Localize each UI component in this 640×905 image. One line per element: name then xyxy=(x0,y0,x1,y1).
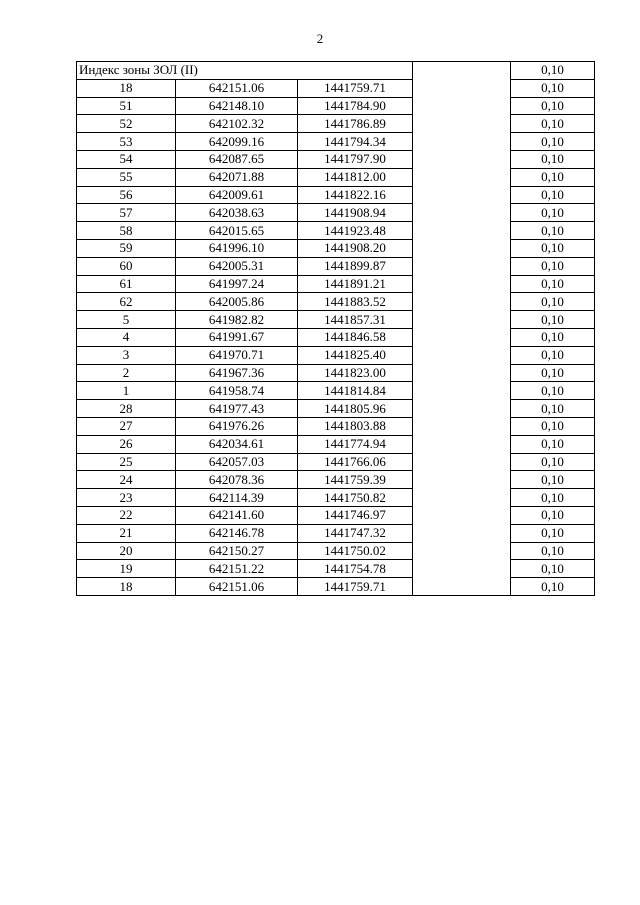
x-coordinate-cell: 642009.61 xyxy=(176,186,298,204)
point-number-cell: 26 xyxy=(77,435,176,453)
table-row xyxy=(77,417,595,435)
y-coordinate-cell: 1441891.21 xyxy=(298,275,413,293)
y-coordinate-cell: 1441759.71 xyxy=(298,578,413,596)
x-coordinate-cell: 641977.43 xyxy=(176,400,298,418)
point-number-cell: 57 xyxy=(77,204,176,222)
value-cell: 0,10 xyxy=(511,542,595,560)
x-coordinate-cell: 642034.61 xyxy=(176,435,298,453)
y-coordinate-cell: 1441754.78 xyxy=(298,560,413,578)
x-coordinate-cell: 642087.65 xyxy=(176,150,298,168)
y-coordinate-cell: 1441766.06 xyxy=(298,453,413,471)
point-number-cell: 20 xyxy=(77,542,176,560)
x-coordinate-cell: 642057.03 xyxy=(176,453,298,471)
coordinates-table-body xyxy=(77,62,595,596)
value-cell: 0,10 xyxy=(511,471,595,489)
y-coordinate-cell: 1441750.82 xyxy=(298,489,413,507)
value-cell: 0,10 xyxy=(511,115,595,133)
merged-empty-cell xyxy=(413,62,511,596)
zone-title: Индекс зоны ЗОЛ (II) xyxy=(77,62,413,80)
value-cell: 0,10 xyxy=(511,79,595,97)
y-coordinate-cell: 1441784.90 xyxy=(298,97,413,115)
table-row xyxy=(77,115,595,133)
x-coordinate-cell: 642078.36 xyxy=(176,471,298,489)
y-coordinate-cell: 1441759.39 xyxy=(298,471,413,489)
y-coordinate-cell: 1441846.58 xyxy=(298,328,413,346)
point-number-cell: 4 xyxy=(77,328,176,346)
x-coordinate-cell: 642005.31 xyxy=(176,257,298,275)
value-cell: 0,10 xyxy=(511,168,595,186)
value-cell: 0,10 xyxy=(511,222,595,240)
x-coordinate-cell: 642099.16 xyxy=(176,133,298,151)
point-number-cell: 27 xyxy=(77,417,176,435)
point-number-cell: 59 xyxy=(77,239,176,257)
y-coordinate-cell: 1441759.71 xyxy=(298,79,413,97)
table-row xyxy=(77,222,595,240)
x-coordinate-cell: 642114.39 xyxy=(176,489,298,507)
table-row xyxy=(77,133,595,151)
table-row xyxy=(77,239,595,257)
y-coordinate-cell: 1441750.02 xyxy=(298,542,413,560)
x-coordinate-cell: 641991.67 xyxy=(176,328,298,346)
x-coordinate-cell: 641967.36 xyxy=(176,364,298,382)
x-coordinate-cell: 641982.82 xyxy=(176,311,298,329)
y-coordinate-cell: 1441857.31 xyxy=(298,311,413,329)
value-cell: 0,10 xyxy=(511,524,595,542)
point-number-cell: 58 xyxy=(77,222,176,240)
value-cell: 0,10 xyxy=(511,133,595,151)
y-coordinate-cell: 1441908.20 xyxy=(298,239,413,257)
x-coordinate-cell: 642071.88 xyxy=(176,168,298,186)
x-coordinate-cell: 641970.71 xyxy=(176,346,298,364)
x-coordinate-cell: 642015.65 xyxy=(176,222,298,240)
value-cell: 0,10 xyxy=(511,506,595,524)
x-coordinate-cell: 642005.86 xyxy=(176,293,298,311)
point-number-cell: 3 xyxy=(77,346,176,364)
point-number-cell: 19 xyxy=(77,560,176,578)
point-number-cell: 28 xyxy=(77,400,176,418)
y-coordinate-cell: 1441823.00 xyxy=(298,364,413,382)
table-row xyxy=(77,382,595,400)
x-coordinate-cell: 641997.24 xyxy=(176,275,298,293)
value-cell: 0,10 xyxy=(511,578,595,596)
y-coordinate-cell: 1441797.90 xyxy=(298,150,413,168)
value-cell: 0,10 xyxy=(511,293,595,311)
value-cell: 0,10 xyxy=(511,204,595,222)
x-coordinate-cell: 642151.06 xyxy=(176,79,298,97)
table-row xyxy=(77,506,595,524)
value-cell: 0,10 xyxy=(511,275,595,293)
value-cell: 0,10 xyxy=(511,328,595,346)
value-cell: 0,10 xyxy=(511,453,595,471)
point-number-cell: 52 xyxy=(77,115,176,133)
value-cell: 0,10 xyxy=(511,239,595,257)
point-number-cell: 62 xyxy=(77,293,176,311)
point-number-cell: 24 xyxy=(77,471,176,489)
table-row xyxy=(77,168,595,186)
y-coordinate-cell: 1441747.32 xyxy=(298,524,413,542)
point-number-cell: 51 xyxy=(77,97,176,115)
y-coordinate-cell: 1441746.97 xyxy=(298,506,413,524)
point-number-cell: 56 xyxy=(77,186,176,204)
point-number-cell: 54 xyxy=(77,150,176,168)
table-row xyxy=(77,435,595,453)
table-row xyxy=(77,186,595,204)
table-row xyxy=(77,97,595,115)
y-coordinate-cell: 1441899.87 xyxy=(298,257,413,275)
table-row xyxy=(77,400,595,418)
point-number-cell: 55 xyxy=(77,168,176,186)
value-cell: 0,10 xyxy=(511,382,595,400)
value-cell: 0,10 xyxy=(511,150,595,168)
value-cell: 0,10 xyxy=(511,489,595,507)
x-coordinate-cell: 641996.10 xyxy=(176,239,298,257)
y-coordinate-cell: 1441803.88 xyxy=(298,417,413,435)
table-row xyxy=(77,560,595,578)
y-coordinate-cell: 1441923.48 xyxy=(298,222,413,240)
table-row xyxy=(77,257,595,275)
y-coordinate-cell: 1441786.89 xyxy=(298,115,413,133)
table-row xyxy=(77,471,595,489)
table-row xyxy=(77,542,595,560)
point-number-cell: 21 xyxy=(77,524,176,542)
value-cell: 0,10 xyxy=(511,560,595,578)
value-cell: 0,10 xyxy=(511,257,595,275)
table-row xyxy=(77,578,595,596)
table-row xyxy=(77,204,595,222)
y-coordinate-cell: 1441908.94 xyxy=(298,204,413,222)
zone-header-row xyxy=(77,62,595,80)
x-coordinate-cell: 642038.63 xyxy=(176,204,298,222)
point-number-cell: 60 xyxy=(77,257,176,275)
point-number-cell: 53 xyxy=(77,133,176,151)
table-row xyxy=(77,275,595,293)
y-coordinate-cell: 1441805.96 xyxy=(298,400,413,418)
y-coordinate-cell: 1441825.40 xyxy=(298,346,413,364)
x-coordinate-cell: 641976.26 xyxy=(176,417,298,435)
x-coordinate-cell: 642150.27 xyxy=(176,542,298,560)
point-number-cell: 18 xyxy=(77,79,176,97)
value-cell: 0,10 xyxy=(511,186,595,204)
x-coordinate-cell: 642148.10 xyxy=(176,97,298,115)
y-coordinate-cell: 1441794.34 xyxy=(298,133,413,151)
point-number-cell: 25 xyxy=(77,453,176,471)
point-number-cell: 1 xyxy=(77,382,176,400)
value-cell: 0,10 xyxy=(511,97,595,115)
value-cell: 0,10 xyxy=(511,417,595,435)
table-row xyxy=(77,453,595,471)
value-cell: 0,10 xyxy=(511,400,595,418)
value-cell: 0,10 xyxy=(511,311,595,329)
point-number-cell: 18 xyxy=(77,578,176,596)
table-row xyxy=(77,489,595,507)
x-coordinate-cell: 642141.60 xyxy=(176,506,298,524)
point-number-cell: 5 xyxy=(77,311,176,329)
table-row xyxy=(77,293,595,311)
point-number-cell: 2 xyxy=(77,364,176,382)
point-number-cell: 61 xyxy=(77,275,176,293)
table-row xyxy=(77,150,595,168)
y-coordinate-cell: 1441774.94 xyxy=(298,435,413,453)
table-row xyxy=(77,328,595,346)
table-row xyxy=(77,79,595,97)
value-cell: 0,10 xyxy=(511,435,595,453)
point-number-cell: 23 xyxy=(77,489,176,507)
point-number-cell: 22 xyxy=(77,506,176,524)
value-cell: 0,10 xyxy=(511,346,595,364)
table-row xyxy=(77,346,595,364)
y-coordinate-cell: 1441812.00 xyxy=(298,168,413,186)
x-coordinate-cell: 641958.74 xyxy=(176,382,298,400)
table-row xyxy=(77,524,595,542)
page-number: 2 xyxy=(316,31,324,46)
zone-header-value: 0,10 xyxy=(511,62,595,80)
table-row xyxy=(77,364,595,382)
x-coordinate-cell: 642151.06 xyxy=(176,578,298,596)
y-coordinate-cell: 1441822.16 xyxy=(298,186,413,204)
y-coordinate-cell: 1441883.52 xyxy=(298,293,413,311)
value-cell: 0,10 xyxy=(511,364,595,382)
x-coordinate-cell: 642102.32 xyxy=(176,115,298,133)
table-row xyxy=(77,311,595,329)
x-coordinate-cell: 642146.78 xyxy=(176,524,298,542)
y-coordinate-cell: 1441814.84 xyxy=(298,382,413,400)
coordinates-table xyxy=(76,61,595,596)
x-coordinate-cell: 642151.22 xyxy=(176,560,298,578)
